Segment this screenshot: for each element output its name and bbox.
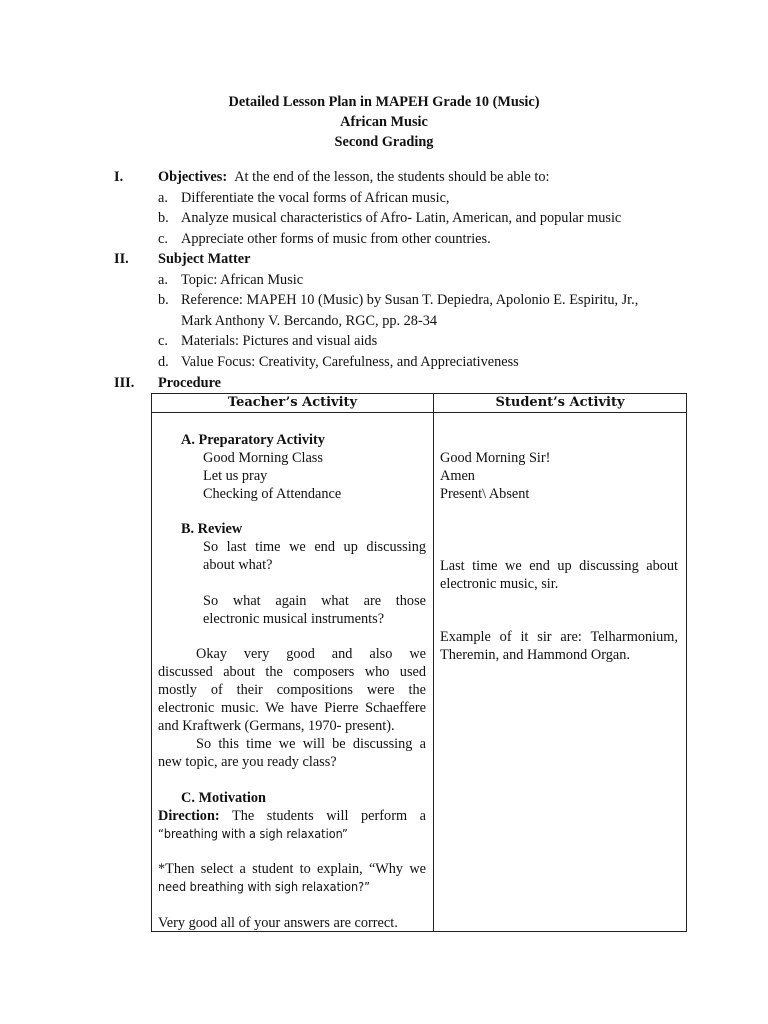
teacher-line: Checking of Attendance: [203, 486, 342, 502]
teacher-line: Good Morning Class: [203, 450, 323, 466]
table-body-row: [152, 413, 687, 932]
objective-item: Appreciate other forms of music from other countries.: [181, 231, 491, 247]
teacher-activity-header: Teacher’s Activity: [152, 394, 434, 413]
student-activity-header: Student’s Activity: [434, 394, 687, 413]
procedure-numeral: III.: [114, 375, 135, 391]
teacher-line: electronic musical instruments?: [203, 611, 385, 627]
direction-quote: “breathing with a sigh relaxation”: [158, 826, 348, 841]
title-line-1: Detailed Lesson Plan in MAPEH Grade 10 (Music): [228, 94, 540, 110]
teacher-line: electronic music. We have Pierre Schaeffere: [158, 700, 426, 716]
teacher-line: Very good all of your answers are correct.: [158, 915, 398, 931]
teacher-line: mostly of their compositions were the: [158, 682, 426, 698]
teacher-activity-cell: [152, 413, 434, 932]
teacher-line: need breathing with sigh relaxation?”: [158, 879, 370, 894]
subject-matter-heading: Subject Matter: [158, 251, 251, 267]
teacher-line: and Kraftwerk (Germans, 1970- present).: [158, 718, 395, 734]
teacher-line: So what again what are those: [203, 593, 426, 609]
subject-item: Materials: Pictures and visual aids: [181, 333, 378, 349]
objectives-heading: Objectives:: [158, 169, 228, 185]
student-activity-cell: [434, 413, 687, 932]
student-line: Last time we end up discussing about: [440, 558, 678, 574]
subject-letter: b.: [158, 292, 169, 308]
objective-item: Differentiate the vocal forms of African music,: [181, 190, 450, 206]
direction-text: The students will perform a: [219, 808, 426, 824]
objective-letter: a.: [158, 190, 168, 206]
teacher-line: new topic, are you ready class?: [158, 754, 337, 770]
teacher-line: So last time we end up discussing: [203, 539, 426, 555]
direction-label: Direction:: [158, 808, 220, 824]
student-line: electronic music, sir.: [440, 576, 559, 592]
student-line: Theremin, and Hammond Organ.: [440, 647, 630, 663]
review-heading: B. Review: [181, 521, 243, 537]
procedure-table: [151, 393, 687, 932]
subject-item: Topic: African Music: [181, 272, 304, 288]
objectives-intro: At the end of the lesson, the students should be able to:: [234, 169, 550, 185]
objective-letter: c.: [158, 231, 168, 247]
table-header-row: [152, 394, 687, 413]
subject-letter: d.: [158, 354, 169, 370]
subject-item: Reference: MAPEH 10 (Music) by Susan T. Depiedra, Apolonio E. Espiritu, Jr.,: [181, 292, 639, 308]
motivation-heading: C. Motivation: [181, 790, 266, 806]
teacher-line: Let us pray: [203, 468, 268, 484]
subject-matter-numeral: II.: [114, 251, 129, 267]
teacher-line: *Then select a student to explain, “Why we: [158, 861, 426, 877]
student-line: Good Morning Sir!: [440, 450, 551, 466]
objectives-numeral: I.: [114, 169, 124, 185]
procedure-heading: Procedure: [158, 375, 221, 391]
document-title: [0, 92, 768, 152]
teacher-line: about what?: [203, 557, 273, 573]
objective-item: Analyze musical characteristics of Afro- Latin, American, and popular music: [181, 210, 622, 226]
direction-line: [158, 806, 426, 826]
objective-letter: b.: [158, 210, 169, 226]
title-line-2: African Music: [340, 114, 428, 130]
teacher-line: Okay very good and also we: [196, 646, 426, 662]
preparatory-activity-heading: A. Preparatory Activity: [181, 432, 325, 448]
subject-letter: c.: [158, 333, 168, 349]
teacher-line: discussed about the composers who used: [158, 664, 426, 680]
title-line-3: Second Grading: [334, 134, 434, 150]
objectives-heading-line: [158, 167, 550, 187]
student-line: Example of it sir are: Telharmonium,: [440, 629, 678, 645]
subject-item: Value Focus: Creativity, Carefulness, and Appreciativeness: [181, 354, 519, 370]
teacher-line: So this time we will be discussing a: [196, 736, 426, 752]
student-line: Amen: [440, 468, 475, 484]
subject-letter: a.: [158, 272, 168, 288]
subject-item-continued: Mark Anthony V. Bercando, RGC, pp. 28-34: [181, 313, 438, 329]
student-line: Present\ Absent: [440, 486, 530, 502]
